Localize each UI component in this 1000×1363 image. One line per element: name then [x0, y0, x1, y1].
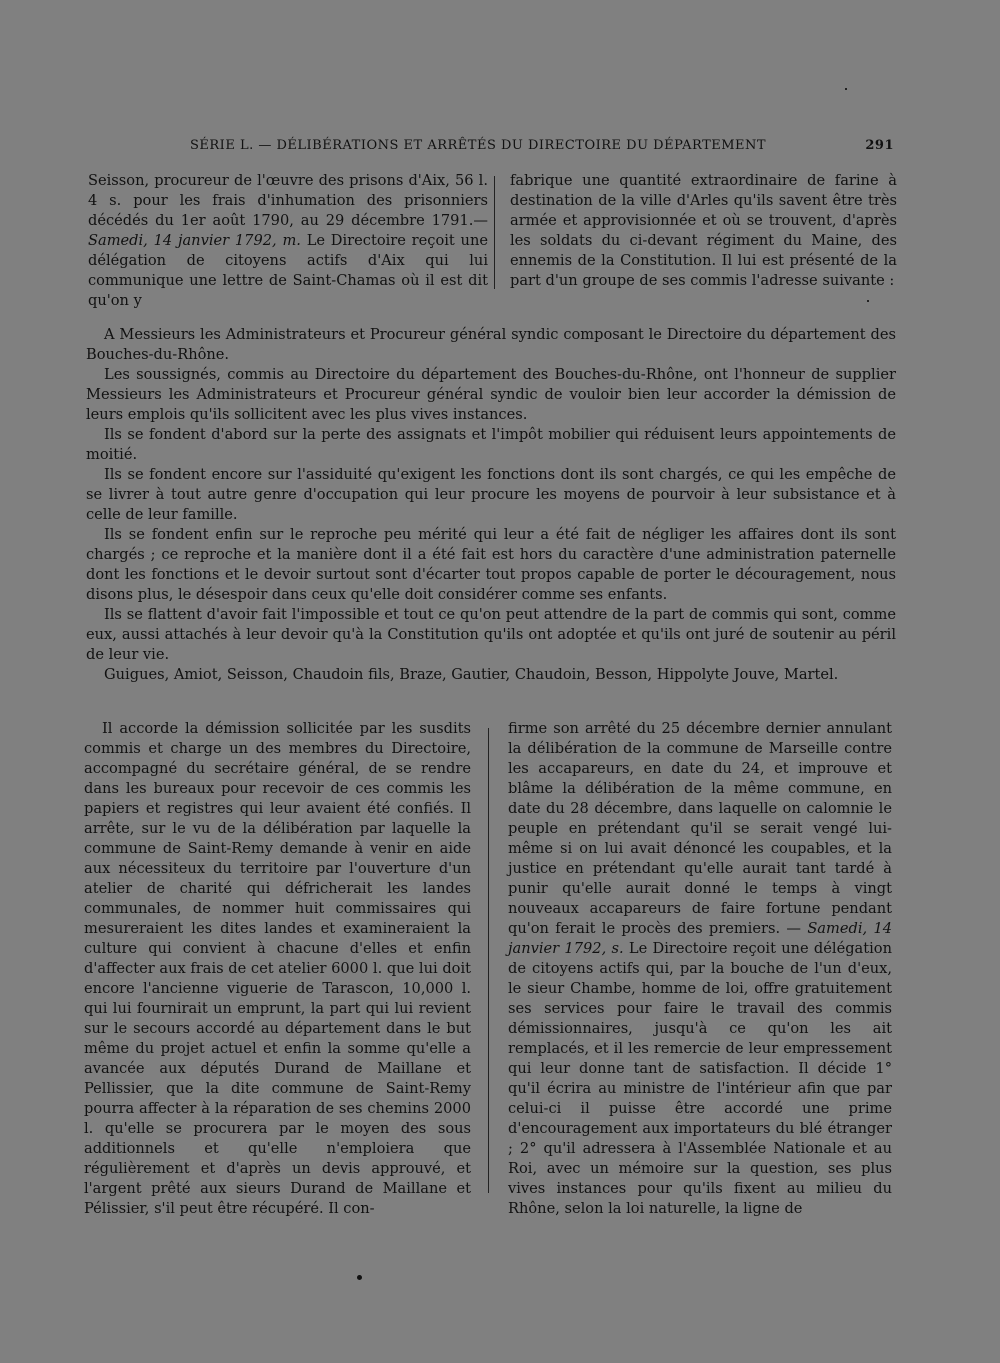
paragraph: fabrique une quantité extraordinaire de farine à destination de la ville d'Arles qu'ils savent être très armée et approvisionnée et où se trouvent, d'après les soldats du ci-devant régiment du Maine, des ennemis de la Constitution. Il lui est présenté de la part d'un groupe de ses commis l'adresse suivante : [510, 172, 897, 289]
address-paragraph: Ils se fondent encore sur l'assiduité qu'exigent les fonctions dont ils sont chargés, ce qui les empêche de se livrer à tout autre genre d'occupation qui leur procure les moyens de pourvoir à leur subsistance et à celle de leur famille. [86, 466, 896, 523]
address-paragraph: Ils se fondent enfin sur le reproche peu mérité qui leur a été fait de négliger les affaires dont ils sont chargés ; ce reproche et la manière dont il a été fait est hors du caractère d'une administration paternelle dont les fonctions et le devoir surtout sont d'écarter tout propos capable de porter le découragement, nous disons plus, le désespoir dans ceux qu'elle doit considérer comme ses enfants. [86, 526, 896, 603]
paragraph: Il accorde la démission sollicitée par les susdits commis et charge un des membres du Directoire, accompagné du secrétaire général, de se rendre dans les bureaux pour recevoir de ces commis les papiers et registres qui leur avaient été confiés. Il arrête, sur le vu de la délibération par laquelle la commune de Saint-Remy demande à venir en aide aux nécessiteux du territoire par l'ouverture d'un atelier de charité qui défricherait les landes communales, de nommer huit commissaires qui mesureraient les dites landes et examineraient la culture qui convient à chacune d'elles et enfin d'affecter aux frais de cet atelier 6000 l. que lui doit encore l'ancienne viguerie de Tarascon, 10,000 l. qui lui fournirait un emprunt, la part qui lui revient sur le secours accordé au département dans le but même du projet actuel et enfin la somme qu'elle a avancée aux députés Durand de Maillane et Pellissier, que la dite commune de Saint-Remy pourra affecter à la réparation de ses chemins 2000 l. qu'elle se procurera par le moyen des sous additionnels et qu'elle n'emploiera que régulièrement et d'après un devis approuvé, et l'argent prêté aux sieurs Durand de Maillane et Pélissier, s'il peut être récupéré. Il con- [84, 720, 471, 1217]
column-rule [488, 728, 489, 1193]
scan-speck [867, 300, 869, 302]
running-title: SÉRIE L. — DÉLIBÉRATIONS ET ARRÊTÉS DU DIRECTOIRE DU DÉPARTEMENT [190, 138, 767, 153]
paragraph: Seisson, procureur de l'œuvre des prisons d'Aix, 56 l. 4 s. pour les frais d'inhumation des prisonniers décédés du 1er août 1790, au 29 décembre 1791.— Samedi, 14 janvier 1792, m. Le Directoire reçoit une délégation de citoyens actifs d'Aix qui lui communique une lettre de Saint-Chamas où il est dit qu'on y [88, 172, 488, 309]
address-paragraph: Les soussignés, commis au Directoire du département des Bouches-du-Rhône, ont l'honneur de supplier Messieurs les Administrateurs et Procureur général syndic de vouloir bien leur accorder la démission de leurs emplois qu'ils sollicitent avec les plus vives instances. [86, 366, 896, 423]
bottom-left-column [84, 719, 471, 1219]
scan-speck [845, 88, 847, 90]
top-right-column [510, 171, 897, 291]
signatories: Guigues, Amiot, Seisson, Chaudoin fils, Braze, Gautier, Chaudoin, Besson, Hippolyte Jouve, Martel. [104, 666, 839, 683]
address-paragraph: Ils se flattent d'avoir fait l'impossible et tout ce qu'on peut attendre de la part de commis qui sont, comme eux, aussi attachés à leur devoir qu'à la Constitution qu'ils ont adoptée et qu'ils ont juré de soutenir au péril de leur vie. [86, 606, 896, 663]
top-left-column [88, 171, 488, 311]
address-paragraph: Ils se fondent d'abord sur la perte des assignats et l'impôt mobilier qui réduisent leurs appointements de moitié. [86, 426, 896, 463]
column-rule [494, 176, 495, 289]
date-heading: Samedi, 14 janvier 1792, s. [508, 920, 893, 957]
bullet-mark [357, 1275, 362, 1280]
bottom-right-column [508, 719, 892, 1219]
date-heading: Samedi, 14 janvier 1792, m. [88, 232, 301, 249]
page-number: 291 [865, 138, 894, 153]
address-heading: A Messieurs les Administrateurs et Procureur général syndic composant le Directoire du département des Bouches-du-Rhône. [86, 326, 896, 363]
paragraph: firme son arrêté du 25 décembre dernier annulant la délibération de la commune de Marseille contre les accapareurs, en date du 24, et improuve et blâme la délibération de la même commune, en date du 28 décembre, dans laquelle on calomnie le peuple en prétendant qu'il se serait vengé lui-même si on lui avait dénoncé les coupables, et la justice en prétendant qu'elle aurait tant tardé à punir qu'elle aurait donné le temps à vingt nouveaux accapareurs de faire fortune pendant qu'on ferait le procès des premiers. — Samedi, 14 janvier 1792, s. Le Directoire reçoit une délégation de citoyens actifs qui, par la bouche de l'un d'eux, le sieur Chambe, homme de loi, offre gratuitement ses services pour faire le travail des commis démissionnaires, jusqu'à ce qu'on les ait remplacés, et il les remercie de leur empressement qui leur donne tant de satisfaction. Il décide 1° qu'il écrira au ministre de l'intérieur afin que par celui-ci il puisse être accordé une prime d'encouragement aux importateurs du blé étranger ; 2° qu'il adressera à l'Assemblée Nationale et au Roi, avec un mémoire sur la question, ses plus vives instances pour qu'ils fixent au milieu du Rhône, selon la loi naturelle, la ligne de [508, 720, 893, 1217]
address-block [86, 325, 896, 685]
